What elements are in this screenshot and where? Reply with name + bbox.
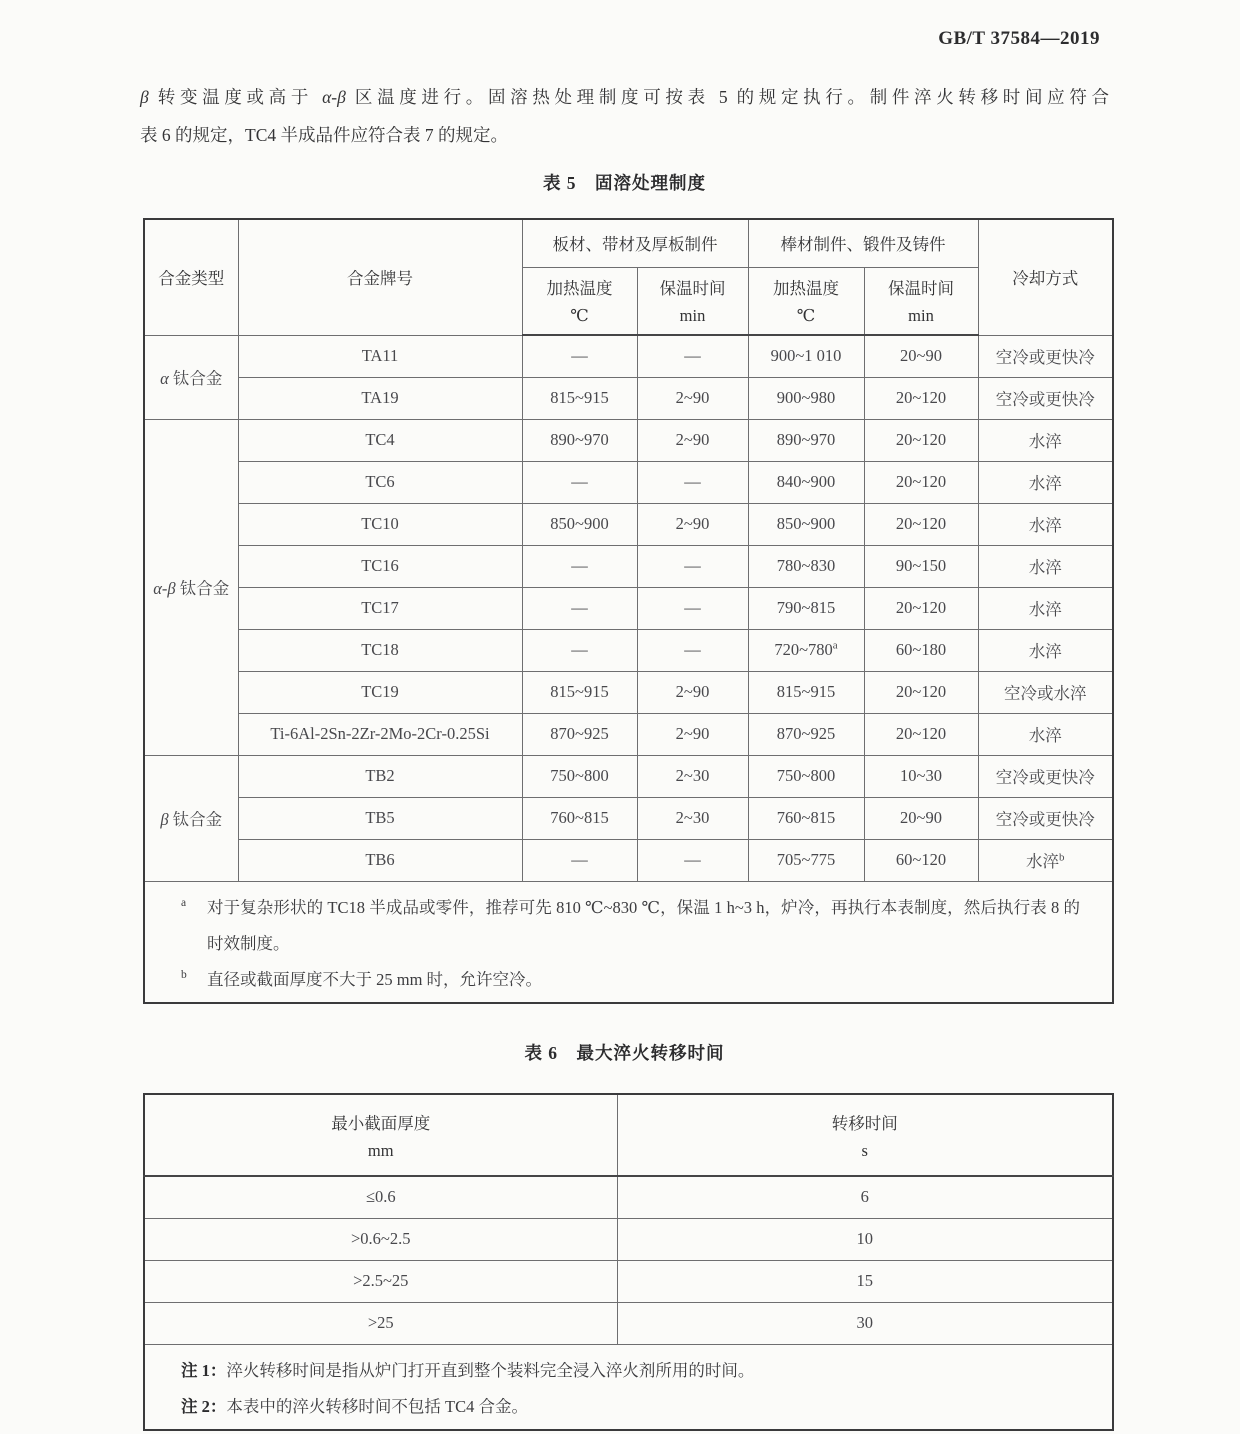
intro-line1: [140, 78, 1109, 116]
footnote-marker: b: [1059, 851, 1065, 864]
col-header-bar-holding-time: [864, 267, 978, 335]
table5-header: [144, 219, 1113, 335]
sheet-holding-time-cell: 2~90: [637, 671, 748, 713]
cooling-method-cell: 空冷或更快冷: [978, 335, 1113, 377]
note-text: 淬火转移时间是指从炉门打开直到整个装料完全浸入淬火剂所用的时间。: [226, 1360, 755, 1380]
sheet-holding-time-cell: 2~90: [637, 713, 748, 755]
sheet-heating-temp-cell: —: [522, 335, 637, 377]
greek-symbol: α-β: [153, 579, 176, 598]
bar-heating-temp-cell: 815~915: [748, 671, 864, 713]
alloy-type-cell: α-β 钛合金: [144, 419, 238, 755]
header-label: 保温时间: [659, 279, 726, 299]
table5-row: [144, 671, 1113, 713]
bar-holding-time-cell: 60~120: [864, 839, 978, 881]
bar-holding-time-cell: 20~120: [864, 419, 978, 461]
bar-heating-temp-cell: 900~1 010: [748, 335, 864, 377]
greek-symbol: α: [160, 369, 169, 388]
table6-note-row: [144, 1344, 1113, 1430]
greek-symbol: β: [140, 87, 149, 107]
bar-holding-time-cell: 20~120: [864, 671, 978, 713]
min-thickness-cell: >2.5~25: [144, 1260, 617, 1302]
table5-title: 表 5 固溶处理制度: [542, 173, 707, 193]
table6-notes: [181, 1353, 1094, 1425]
table6-row: [144, 1302, 1113, 1344]
sheet-holding-time-cell: 2~90: [637, 377, 748, 419]
table5-footnote-cell: [144, 881, 1113, 1003]
transfer-time-cell: 10: [617, 1218, 1113, 1260]
header-unit: ℃: [796, 306, 816, 326]
alloy-grade-cell: TC19: [238, 671, 522, 713]
greek-symbol: β: [160, 810, 169, 829]
intro-text: 转变温度或高于: [148, 87, 323, 107]
bar-holding-time-cell: 20~120: [864, 377, 978, 419]
sheet-holding-time-cell: 2~90: [637, 419, 748, 461]
sheet-heating-temp-cell: 850~900: [522, 503, 637, 545]
alloy-grade-cell: TC6: [238, 461, 522, 503]
table6-row: [144, 1176, 1113, 1218]
header-label: 转移时间: [831, 1113, 898, 1133]
footnote-text: 对于复杂形状的 TC18 半成品或零件，推荐可先 810 ℃~830 ℃，保温 1 h~3 h，炉冷，再执行本表制度，然后执行表 8 的时效制度。: [207, 897, 1080, 953]
sheet-holding-time-cell: —: [637, 629, 748, 671]
col-header-alloy-grade: 合金牌号: [238, 219, 522, 335]
header-label: 加热温度: [773, 279, 839, 299]
alloy-type-cell: β 钛合金: [144, 755, 238, 881]
min-thickness-cell: ≤0.6: [144, 1176, 617, 1218]
sheet-heating-temp-cell: —: [522, 629, 637, 671]
table5-row: [144, 629, 1113, 671]
sheet-heating-temp-cell: 760~815: [522, 797, 637, 839]
sheet-heating-temp-cell: —: [522, 545, 637, 587]
table5-footnote-row: [144, 881, 1113, 1003]
table-footnote: [181, 890, 1094, 962]
sheet-holding-time-cell: 2~30: [637, 755, 748, 797]
header-unit: mm: [367, 1140, 394, 1160]
header-unit: min: [908, 306, 934, 326]
table6-row: [144, 1218, 1113, 1260]
col-header-bar-heating-temp: [748, 267, 864, 335]
min-thickness-cell: >0.6~2.5: [144, 1218, 617, 1260]
cooling-method-cell: 水淬$^b$: [978, 839, 1113, 881]
alloy-grade-cell: Ti-6Al-2Sn-2Zr-2Mo-2Cr-0.25Si: [238, 713, 522, 755]
bar-holding-time-cell: 20~120: [864, 503, 978, 545]
bar-holding-time-cell: 20~120: [864, 713, 978, 755]
col-header-sheet-holding-time: [637, 267, 748, 335]
sheet-holding-time-cell: 2~90: [637, 503, 748, 545]
transfer-time-cell: 30: [617, 1302, 1113, 1344]
table-note: [181, 1389, 1094, 1425]
cooling-method-cell: 水淬: [978, 587, 1113, 629]
bar-heating-temp-cell: 790~815: [748, 587, 864, 629]
bar-heating-temp-cell: 720~780$^a$: [748, 629, 864, 671]
table6-row: [144, 1260, 1113, 1302]
bar-heating-temp-cell: 780~830: [748, 545, 864, 587]
alloy-grade-cell: TC17: [238, 587, 522, 629]
col-header-min-section-thickness: [144, 1094, 617, 1176]
sheet-heating-temp-cell: 890~970: [522, 419, 637, 461]
col-header-cooling-method: 冷却方式: [978, 219, 1113, 335]
cooling-method-cell: 水淬: [978, 419, 1113, 461]
col-header-sheet-group: 板材、带材及厚板制件: [522, 219, 748, 267]
bar-heating-temp-cell: 750~800: [748, 755, 864, 797]
table5-row: [144, 461, 1113, 503]
sheet-holding-time-cell: —: [637, 839, 748, 881]
bar-holding-time-cell: 20~120: [864, 461, 978, 503]
header-label: 加热温度: [546, 279, 613, 299]
header-unit: min: [679, 306, 706, 326]
alloy-grade-cell: TA19: [238, 377, 522, 419]
footnote-marker: a: [832, 639, 838, 652]
table5-row: [144, 377, 1113, 419]
alloy-grade-cell: TB6: [238, 839, 522, 881]
transfer-time-cell: 15: [617, 1260, 1113, 1302]
cooling-method-cell: 水淬: [978, 713, 1113, 755]
table6-body: [144, 1176, 1113, 1344]
bar-holding-time-cell: 20~90: [864, 335, 978, 377]
table5-row: [144, 797, 1113, 839]
sheet-holding-time-cell: —: [637, 335, 748, 377]
footnote-text: 直径或截面厚度不大于 25 mm 时，允许空冷。: [207, 969, 543, 989]
sheet-heating-temp-cell: —: [522, 461, 637, 503]
sheet-holding-time-cell: —: [637, 545, 748, 587]
table5-row: [144, 335, 1113, 377]
alloy-grade-cell: TC4: [238, 419, 522, 461]
bar-heating-temp-cell: 850~900: [748, 503, 864, 545]
table5-row: [144, 587, 1113, 629]
cooling-method-cell: 空冷或水淬: [978, 671, 1113, 713]
col-header-transfer-time: [617, 1094, 1113, 1176]
intro-line2: 表 6 的规定，TC4 半成品件应符合表 7 的规定。: [140, 125, 508, 145]
cooling-method-cell: 水淬: [978, 545, 1113, 587]
table-note: [181, 1353, 1094, 1389]
table5-body: [144, 335, 1113, 881]
greek-symbol: α-β: [322, 87, 346, 107]
table6: [143, 1093, 1114, 1431]
sheet-heating-temp-cell: —: [522, 587, 637, 629]
cooling-method-cell: 水淬: [978, 461, 1113, 503]
table5: [143, 218, 1114, 1004]
sheet-holding-time-cell: —: [637, 587, 748, 629]
table6-note-cell: [144, 1344, 1113, 1430]
sheet-heating-temp-cell: 815~915: [522, 671, 637, 713]
col-header-bar-group: 棒材制件、锻件及铸件: [748, 219, 978, 267]
alloy-grade-cell: TC18: [238, 629, 522, 671]
bar-heating-temp-cell: 705~775: [748, 839, 864, 881]
table5-footnotes: [181, 890, 1094, 998]
footnote-marker: b: [181, 968, 187, 981]
table5-row: [144, 839, 1113, 881]
header-unit: ℃: [570, 306, 589, 326]
header-unit: s: [861, 1140, 868, 1160]
min-thickness-cell: >25: [144, 1302, 617, 1344]
cooling-method-cell: 空冷或更快冷: [978, 797, 1113, 839]
intro-text: 区温度进行。固溶热处理制度可按表 5 的规定执行。制件淬火转移时间应符合: [345, 87, 1110, 107]
bar-heating-temp-cell: 870~925: [748, 713, 864, 755]
table5-row: [144, 419, 1113, 461]
sheet-heating-temp-cell: 870~925: [522, 713, 637, 755]
header-label: 保温时间: [888, 279, 954, 299]
table5-row: [144, 713, 1113, 755]
alloy-grade-cell: TA11: [238, 335, 522, 377]
bar-holding-time-cell: 90~150: [864, 545, 978, 587]
cooling-method-cell: 水淬: [978, 629, 1113, 671]
cooling-method-cell: 水淬: [978, 503, 1113, 545]
sheet-heating-temp-cell: 815~915: [522, 377, 637, 419]
standard-number: GB/T 37584—2019: [938, 28, 1100, 49]
col-header-sheet-heating-temp: [522, 267, 637, 335]
table5-row: [144, 755, 1113, 797]
sheet-heating-temp-cell: 750~800: [522, 755, 637, 797]
alloy-grade-cell: TB5: [238, 797, 522, 839]
bar-holding-time-cell: 20~120: [864, 587, 978, 629]
bar-heating-temp-cell: 900~980: [748, 377, 864, 419]
sheet-holding-time-cell: —: [637, 461, 748, 503]
intro-paragraph: [140, 78, 1109, 154]
cooling-method-cell: 空冷或更快冷: [978, 755, 1113, 797]
bar-heating-temp-cell: 840~900: [748, 461, 864, 503]
table6-header: [144, 1094, 1113, 1176]
sheet-heating-temp-cell: —: [522, 839, 637, 881]
col-header-alloy-type: 合金类型: [144, 219, 238, 335]
note-label: 注 2：: [181, 1396, 227, 1416]
bar-holding-time-cell: 10~30: [864, 755, 978, 797]
bar-holding-time-cell: 20~90: [864, 797, 978, 839]
bar-heating-temp-cell: 890~970: [748, 419, 864, 461]
transfer-time-cell: 6: [617, 1176, 1113, 1218]
table-footnote: [181, 962, 1094, 998]
table6-title: 表 6 最大淬火转移时间: [524, 1043, 725, 1063]
cooling-method-cell: 空冷或更快冷: [978, 377, 1113, 419]
alloy-type-cell: α 钛合金: [144, 335, 238, 419]
bar-heating-temp-cell: 760~815: [748, 797, 864, 839]
table5-row: [144, 545, 1113, 587]
footnote-marker: a: [181, 896, 187, 909]
alloy-grade-cell: TB2: [238, 755, 522, 797]
sheet-holding-time-cell: 2~30: [637, 797, 748, 839]
note-text: 本表中的淬火转移时间不包括 TC4 合金。: [226, 1396, 528, 1416]
alloy-grade-cell: TC10: [238, 503, 522, 545]
table5-row: [144, 503, 1113, 545]
note-label: 注 1：: [181, 1360, 227, 1380]
alloy-grade-cell: TC16: [238, 545, 522, 587]
bar-holding-time-cell: 60~180: [864, 629, 978, 671]
header-label: 最小截面厚度: [331, 1113, 431, 1133]
